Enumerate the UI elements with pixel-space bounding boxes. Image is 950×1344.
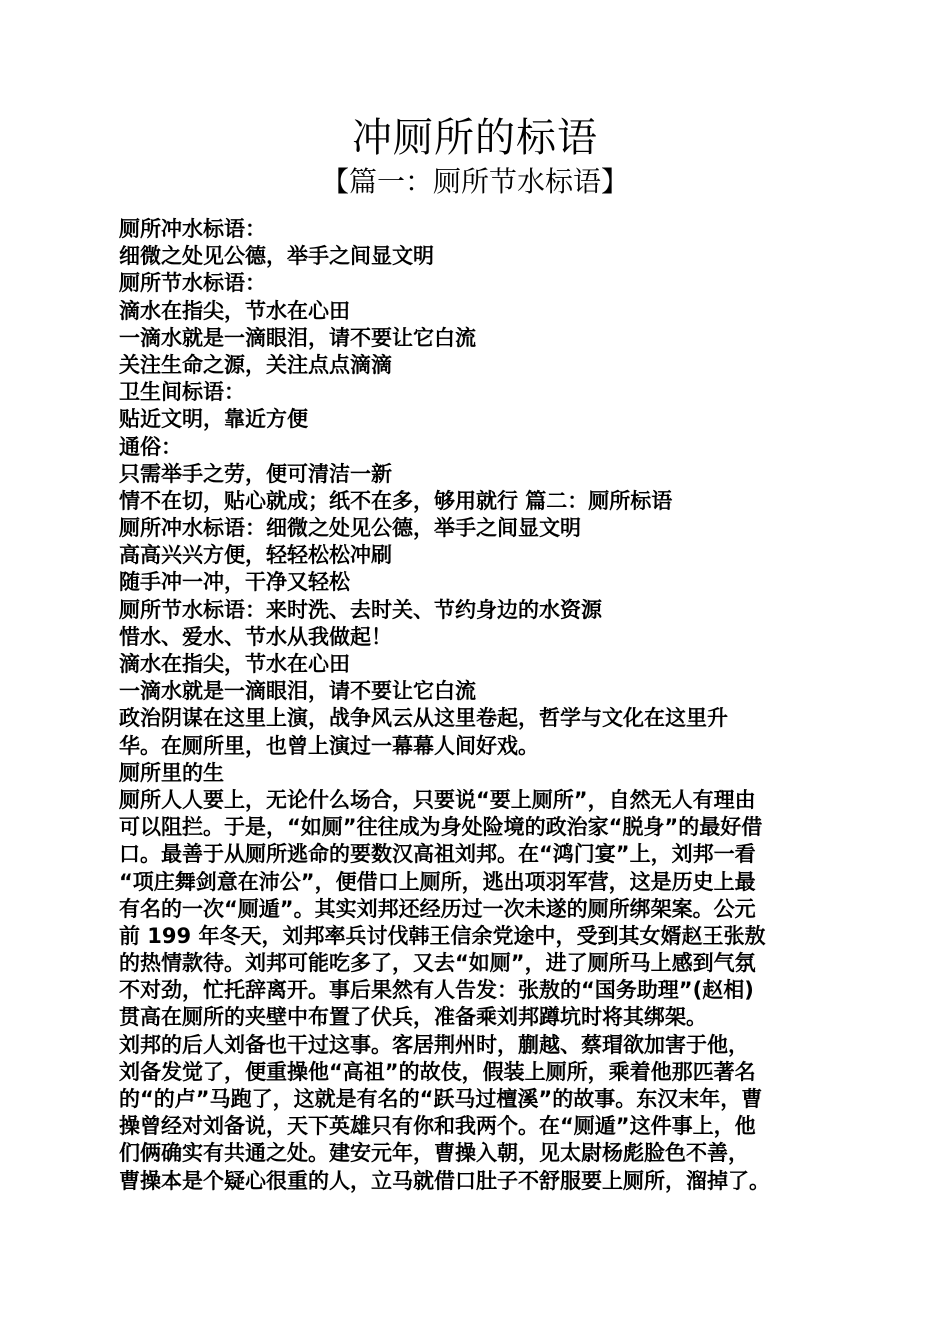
text-line: 细微之处见公德，举手之间显文明 (119, 244, 434, 269)
text-line: “项庄舞剑意在沛公”，便借口上厕所，逃出项羽军营，这是历史上最 (119, 869, 756, 894)
text-line: 惜水、爱水、节水从我做起！ (119, 624, 392, 649)
text-line: 政治阴谋在这里上演，战争风云从这里卷起，哲学与文化在这里升 (119, 706, 728, 731)
text-line: 情不在切，贴心就成；纸不在多，够用就行 篇二：厕所标语 (119, 488, 673, 513)
text-line: 的热情款待。刘邦可能吃多了，又去“如厕”，进了厕所马上感到气氛 (119, 951, 756, 976)
text-line: 厕所节水标语： (119, 271, 266, 296)
text-line: 随手冲一冲，干净又轻松 (119, 570, 350, 595)
text-line: 卫生间标语： (119, 380, 245, 405)
text-line: 华。在厕所里，也曾上演过一幕幕人间好戏。 (119, 733, 539, 758)
text-line: 关注生命之源，关注点点滴滴 (119, 352, 392, 377)
text-line: 口。最善于从厕所逃命的要数汉高祖刘邦。在“鸿门宴”上，刘邦一看 (119, 842, 756, 867)
text-line: 厕所节水标语：来时洗、去时关、节约身边的水资源 (119, 597, 602, 622)
text-line: 高高兴兴方便，轻轻松松冲刷 (119, 543, 392, 568)
text-line: 可以阻拦。于是，“如厕”往往成为身处险境的政治家“脱身”的最好借 (119, 815, 763, 840)
text-line: 前 199 年冬天，刘邦率兵讨伐韩王信余党途中，受到其女婿赵王张敖 (119, 923, 766, 948)
text-line: 不对劲，忙托辞离开。事后果然有人告发：张敖的“国务助理”(赵相) (119, 978, 754, 1003)
document-subtitle: 【篇一：厕所节水标语】 (320, 165, 629, 198)
text-line: 们俩确实有共通之处。建安元年，曹操入朝，见太尉杨彪脸色不善， (119, 1141, 749, 1166)
text-line: 刘邦的后人刘备也干过这事。客居荆州时，蒯越、蔡瑁欲加害于他， (119, 1032, 749, 1057)
text-line: 刘备发觉了，便重操他“高祖”的故伎，假装上厕所，乘着他那匹著名 (119, 1059, 756, 1084)
text-line: 滴水在指尖，节水在心田 (119, 298, 350, 323)
text-line: 贯高在厕所的夹壁中布置了伏兵，准备乘刘邦蹲坑时将其绑架。 (119, 1005, 707, 1030)
text-line: 通俗： (119, 434, 182, 459)
text-line: 曹操本是个疑心很重的人，立马就借口肚子不舒服要上厕所，溜掉了。 (119, 1168, 770, 1193)
text-line: 厕所里的生 (119, 760, 224, 785)
text-line: 只需举手之劳，便可清洁一新 (119, 461, 392, 486)
text-line: 操曾经对刘备说，天下英雄只有你和我两个。在“厕遁”这件事上，他 (119, 1114, 756, 1139)
text-line: 一滴水就是一滴眼泪，请不要让它白流 (119, 325, 476, 350)
document-body (119, 216, 859, 1195)
document-title: 冲厕所的标语 (352, 115, 598, 161)
text-line: 一滴水就是一滴眼泪，请不要让它白流 (119, 679, 476, 704)
text-line: 厕所人人要上，无论什么场合，只要说“要上厕所”，自然无人有理由 (119, 787, 756, 812)
text-line: 厕所冲水标语： (119, 217, 266, 241)
text-line: 的“的卢”马跑了，这就是有名的“跃马过檀溪”的故事。东汉末年，曹 (119, 1087, 763, 1111)
text-line: 贴近文明，靠近方便 (119, 407, 308, 432)
text-line: 有名的一次“厕遁”。其实刘邦还经历过一次未遂的厕所绑架案。公元 (119, 896, 756, 921)
text-line: 滴水在指尖，节水在心田 (119, 652, 350, 676)
text-line: 厕所冲水标语：细微之处见公德，举手之间显文明 (119, 516, 581, 541)
